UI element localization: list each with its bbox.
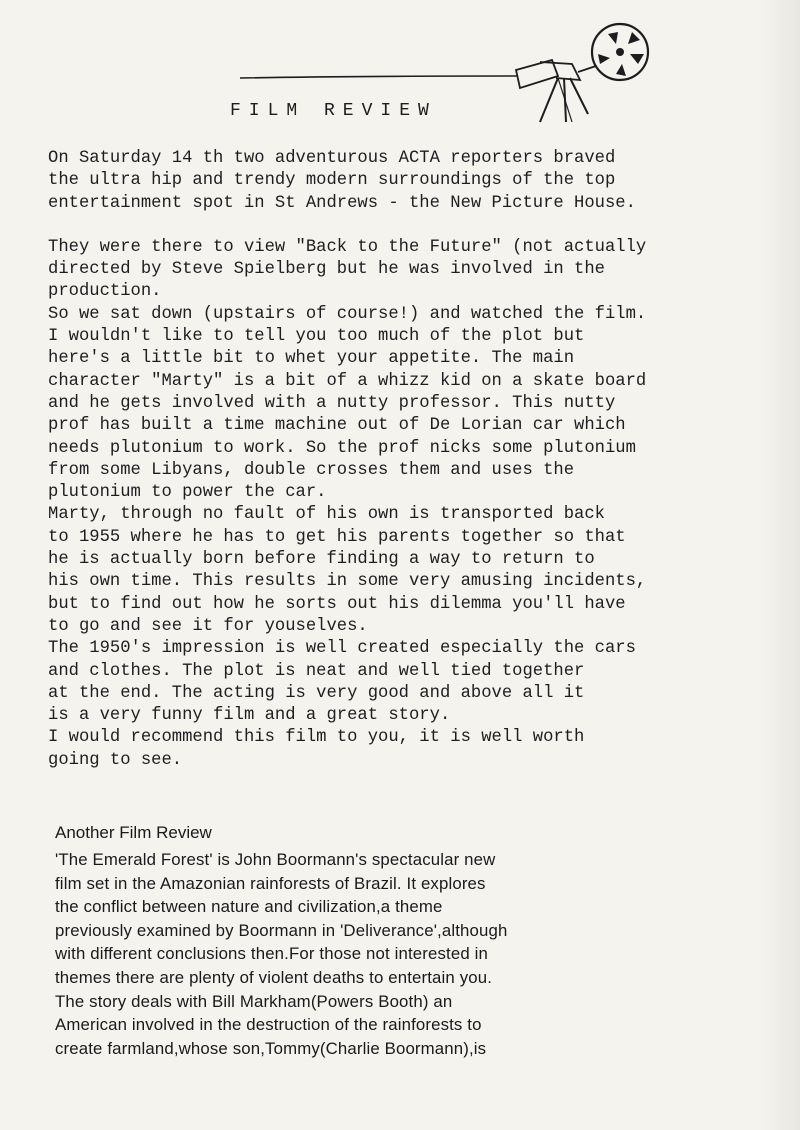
text-line: going to see. [48,750,183,770]
text-line: previously examined by Boormann in 'Deliverance',although [55,920,508,940]
text-line: to go and see it for youselves. [48,616,368,636]
text-line: directed by Steve Spielberg but he was involved in the [48,260,605,280]
text-line: 'The Emerald Forest' is John Boormann's spectacular new [55,850,496,869]
text-line: here's a little bit to whet your appetite. The main [48,349,575,369]
text-line: and he gets involved with a nutty professor. This nutty [48,393,616,413]
text-line: is a very funny film and a great story. [48,706,451,726]
text-line: at the end. The acting is very good and above all it [48,683,585,703]
text-line: film set in the Amazonian rainforests of Brazil. It explores [55,873,486,893]
text-line: plutonium to power the car. [48,483,327,503]
text-line: character "Marty" is a bit of a whizz kid on a skate board [48,371,647,391]
second-review-title: Another Film Review [55,823,212,842]
text-line: but to find out how he sorts out his dilemma you'll have [48,594,626,614]
text-line: The story deals with Bill Markham(Powers Booth) an [55,991,453,1011]
text-line: with different conclusions then.For those not interested in [55,944,488,964]
text-line: entertainment spot in St Andrews - the New Picture House. [48,193,636,213]
text-line: the conflict between nature and civilization,a theme [55,897,443,917]
page-edge-shadow [760,0,800,1130]
text-line: production. [48,282,162,302]
text-line: and clothes. The plot is neat and well tied together [48,661,585,681]
text-line: So we sat down (upstairs of course!) and watched the film. [48,304,647,324]
text-line: create farmland,whose son,Tommy(Charlie Boormann),is [55,1038,487,1058]
first-review-body [48,148,758,772]
text-line [48,215,758,237]
text-line: I wouldn't like to tell you too much of the plot but [48,327,585,347]
page-heading: FILM REVIEW [230,101,437,121]
text-line: he is actually born before finding a way to return to [48,550,595,570]
text-line: Marty, through no fault of his own is transported back [48,505,605,525]
text-line: American involved in the destruction of the rainforests to [55,1015,482,1035]
text-line: themes there are plenty of violent deaths to entertain you. [55,967,493,987]
text-line: to 1955 where he has to get his parents together so that [48,527,626,547]
text-line: The 1950's impression is well created especially the cars [48,639,636,659]
text-line: from some Libyans, double crosses them and uses the [48,460,575,480]
text-line: his own time. This results in some very amusing incidents, [48,572,647,592]
text-line: prof has built a time machine out of De Lorian car which [48,416,626,436]
text-line: They were there to view "Back to the Future" (not actually [48,237,647,257]
text-line: needs plutonium to work. So the prof nicks some plutonium [48,438,636,458]
text-line: I would recommend this film to you, it is well worth [48,728,585,748]
second-review-body [55,848,755,1060]
text-line: the ultra hip and trendy modern surroundings of the top [48,171,616,191]
text-line: On Saturday 14 th two adventurous ACTA reporters braved [48,149,616,168]
